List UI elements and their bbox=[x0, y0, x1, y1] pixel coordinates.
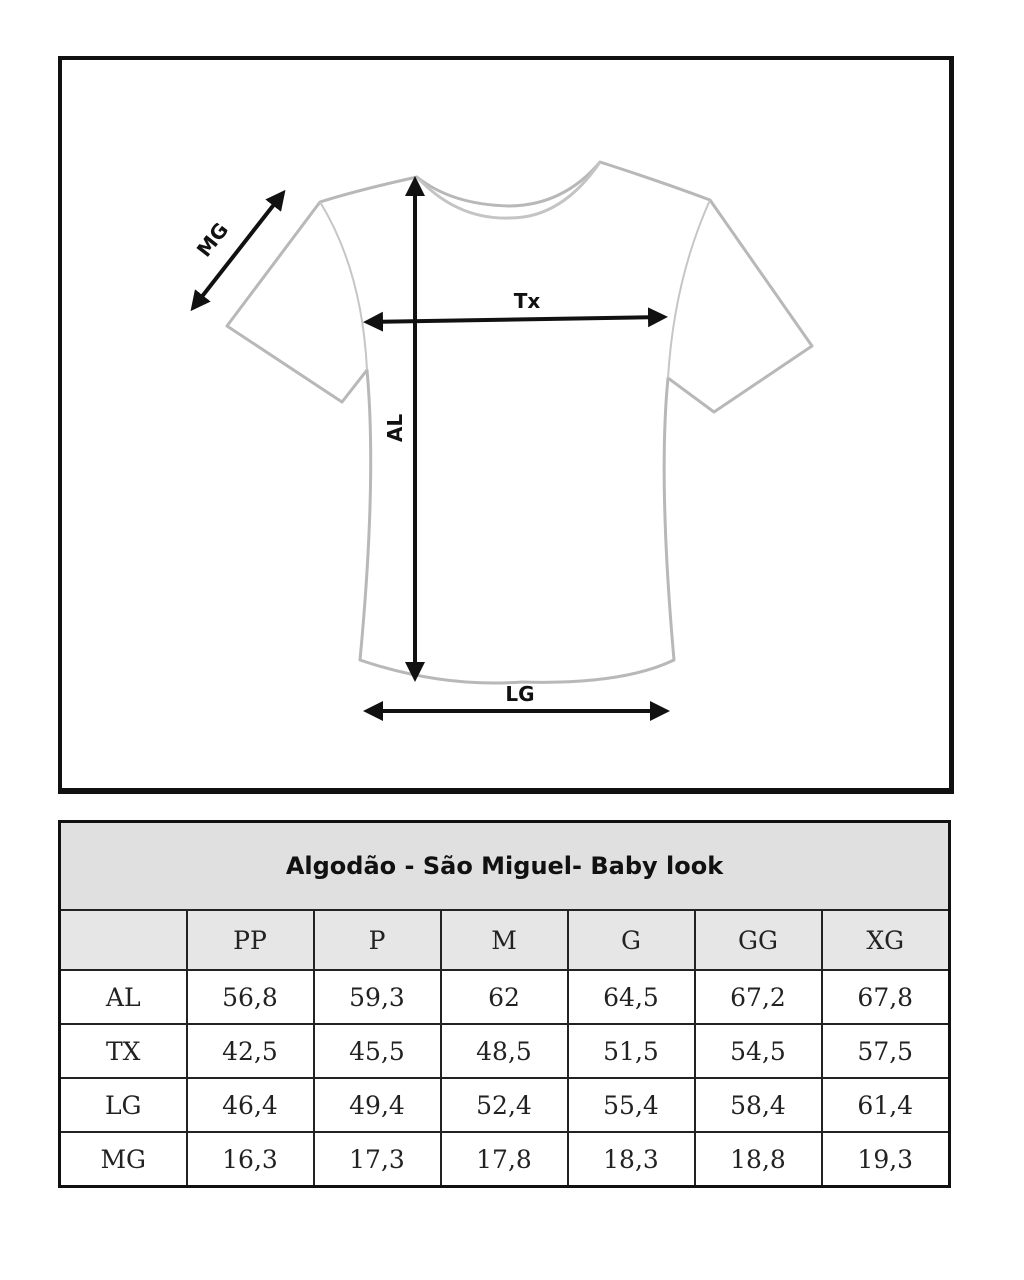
table-cell: 54,5 bbox=[695, 1024, 822, 1078]
table-row bbox=[60, 1132, 950, 1187]
table-row bbox=[60, 1024, 950, 1078]
lg-label: LG bbox=[505, 682, 535, 706]
table-cell: 56,8 bbox=[187, 970, 314, 1024]
table-cell: 51,5 bbox=[568, 1024, 695, 1078]
table-cell: 48,5 bbox=[441, 1024, 568, 1078]
row-label: LG bbox=[60, 1078, 187, 1132]
title-row bbox=[60, 822, 950, 911]
table-cell: 19,3 bbox=[822, 1132, 950, 1187]
table-cell: 18,3 bbox=[568, 1132, 695, 1187]
table-cell: 45,5 bbox=[314, 1024, 441, 1078]
size-header-row bbox=[60, 910, 950, 970]
size-table bbox=[58, 820, 951, 1188]
table-cell: 67,2 bbox=[695, 970, 822, 1024]
table-cell: 57,5 bbox=[822, 1024, 950, 1078]
table-cell: 18,8 bbox=[695, 1132, 822, 1187]
table-cell: 62 bbox=[441, 970, 568, 1024]
row-label: AL bbox=[60, 970, 187, 1024]
tshirt-outline bbox=[227, 162, 812, 683]
table-cell: 59,3 bbox=[314, 970, 441, 1024]
table-row bbox=[60, 970, 950, 1024]
row-label: TX bbox=[60, 1024, 187, 1078]
table-cell: 17,8 bbox=[441, 1132, 568, 1187]
size-header: XG bbox=[822, 910, 950, 970]
table-cell: 58,4 bbox=[695, 1078, 822, 1132]
size-header: M bbox=[441, 910, 568, 970]
table-title: Algodão - São Miguel- Baby look bbox=[60, 822, 950, 911]
size-header: P bbox=[314, 910, 441, 970]
table-cell: 55,4 bbox=[568, 1078, 695, 1132]
tx-arrow bbox=[367, 317, 664, 322]
table-cell: 64,5 bbox=[568, 970, 695, 1024]
table-cell: 17,3 bbox=[314, 1132, 441, 1187]
tshirt-diagram-svg bbox=[62, 60, 950, 788]
measurement-diagram bbox=[58, 56, 954, 794]
header-corner-cell bbox=[60, 910, 187, 970]
table-cell: 49,4 bbox=[314, 1078, 441, 1132]
table-cell: 16,3 bbox=[187, 1132, 314, 1187]
tx-label: Tx bbox=[513, 289, 541, 313]
table-cell: 67,8 bbox=[822, 970, 950, 1024]
mg-label: MG bbox=[191, 217, 234, 262]
size-header: G bbox=[568, 910, 695, 970]
table-cell: 61,4 bbox=[822, 1078, 950, 1132]
size-header: PP bbox=[187, 910, 314, 970]
table-cell: 42,5 bbox=[187, 1024, 314, 1078]
table-row bbox=[60, 1078, 950, 1132]
size-header: GG bbox=[695, 910, 822, 970]
al-label: AL bbox=[383, 413, 407, 443]
row-label: MG bbox=[60, 1132, 187, 1187]
table-cell: 46,4 bbox=[187, 1078, 314, 1132]
table-cell: 52,4 bbox=[441, 1078, 568, 1132]
